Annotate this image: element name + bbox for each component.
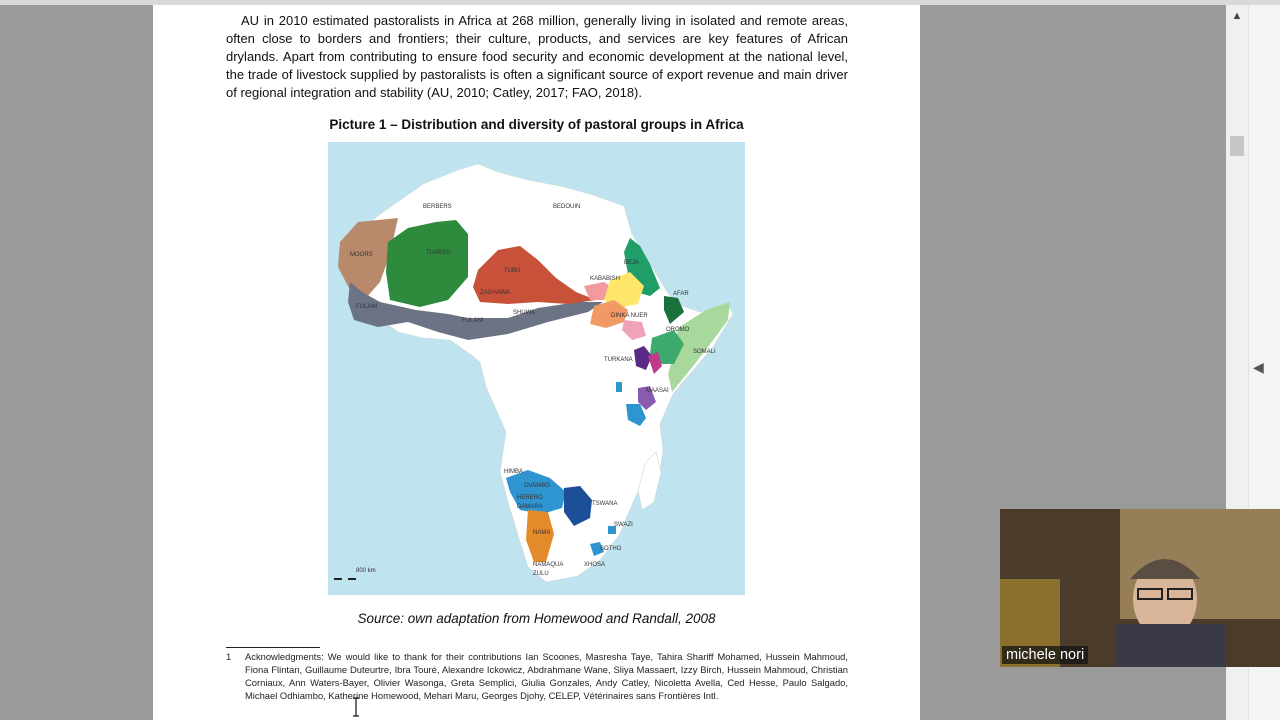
africa-pastoral-map (328, 142, 745, 595)
label-scale: 800 km (356, 568, 376, 574)
document-page (153, 5, 920, 720)
label-oromo: OROMO (666, 327, 690, 333)
scroll-thumb[interactable] (1230, 136, 1244, 156)
label-shuwa: SHUWA (513, 310, 536, 316)
label-namaqua: NAMAQUA (533, 562, 564, 568)
label-tubu: TUBU (504, 268, 521, 274)
scroll-up-icon[interactable]: ▲ (1231, 10, 1243, 22)
label-tswana: TSWANA (592, 501, 618, 507)
label-sotho: SOTHO (600, 546, 622, 552)
label-himba: HIMBA (504, 469, 524, 475)
label-zaghawa: ZAGHAWA (480, 290, 510, 296)
label-fulani-west: FULANI (356, 304, 378, 310)
footnote-text: Acknowledgments: We would like to thank for their contributions Ian Scoones, Masresha Taye, Tahira Shariff Mohamed, Hussein Mahmoud, Fiona Flintan, Guillaume Duteurtre, Ibra Touré, Alexandre Ickowicz, Abdrahmane Wane, Sliya Massaert, Izzy Birch, Hussein Mahmoud, Christian Corniaux, Ann Waters-Bayer, Olivier Wasonga, Greta Semplici, Giulia Gonzales, Andy Catley, Nicoletta Avella, Ced Hesse, Paulo Salgado, Michael Odhiambo, Katherine Homewood, Mehari Maru, Georges Djohy, CELEP, Vétérinaires sans Frontières Intl. (245, 651, 848, 701)
label-moors: MOORS (350, 252, 373, 258)
footnote-separator (226, 647, 320, 648)
label-swazi: SWAZI (614, 522, 633, 528)
label-fulani-central: FULANI (462, 318, 484, 324)
participant-video-tile[interactable] (1000, 509, 1280, 667)
label-zulu: ZULU (533, 571, 549, 577)
label-ovambo: OVAMBO (524, 483, 550, 489)
picture-caption: Picture 1 – Distribution and diversity of pastoral groups in Africa (329, 117, 744, 132)
label-kababish: KABABISH (590, 276, 621, 282)
label-herero: HERERO (517, 495, 543, 501)
map-svg (328, 142, 745, 595)
label-bedouin: BEDOUIN (553, 204, 581, 210)
footnote (226, 650, 848, 702)
footnote-number: 1 (226, 651, 232, 662)
text-cursor-icon (351, 697, 361, 717)
label-berbers: BERBERS (423, 204, 452, 210)
label-damara: DAMARA (517, 504, 543, 510)
label-nama: NAMA (533, 530, 551, 536)
label-tuareg: TUAREG (426, 250, 452, 256)
participant-name-label: michele nori (1002, 646, 1088, 664)
picture-source: Source: own adaptation from Homewood and Randall, 2008 (357, 611, 716, 626)
collapse-panel-icon[interactable]: ◀ (1253, 359, 1264, 375)
label-xhosa: XHOSA (584, 562, 606, 568)
label-beja: BEJA (624, 260, 640, 266)
east-africa-blue-small (616, 382, 622, 392)
label-somali: SOMALI (693, 349, 716, 355)
body-paragraph (226, 12, 848, 102)
body-paragraph-text: AU in 2010 estimated pastoralists in Africa at 268 million, generally living in isolated and remote areas, often close to borders and frontiers; their culture, products, and services are key features of African drylands. Apart from contributing to ensure food security and economic development at the national level, the trade of livestock supplied by pastoralists is often a significant source of export revenue and main driver of regional integration and stability (AU, 2010; Catley, 2017; FAO, 2018). (226, 13, 848, 100)
label-maasai: MAASAI (646, 388, 669, 394)
label-dinka-nuer: DINKA NUER (611, 313, 648, 319)
label-turkana: TURKANA (604, 357, 633, 363)
video-feed (1000, 509, 1280, 667)
label-afar: AFAR (673, 291, 689, 297)
